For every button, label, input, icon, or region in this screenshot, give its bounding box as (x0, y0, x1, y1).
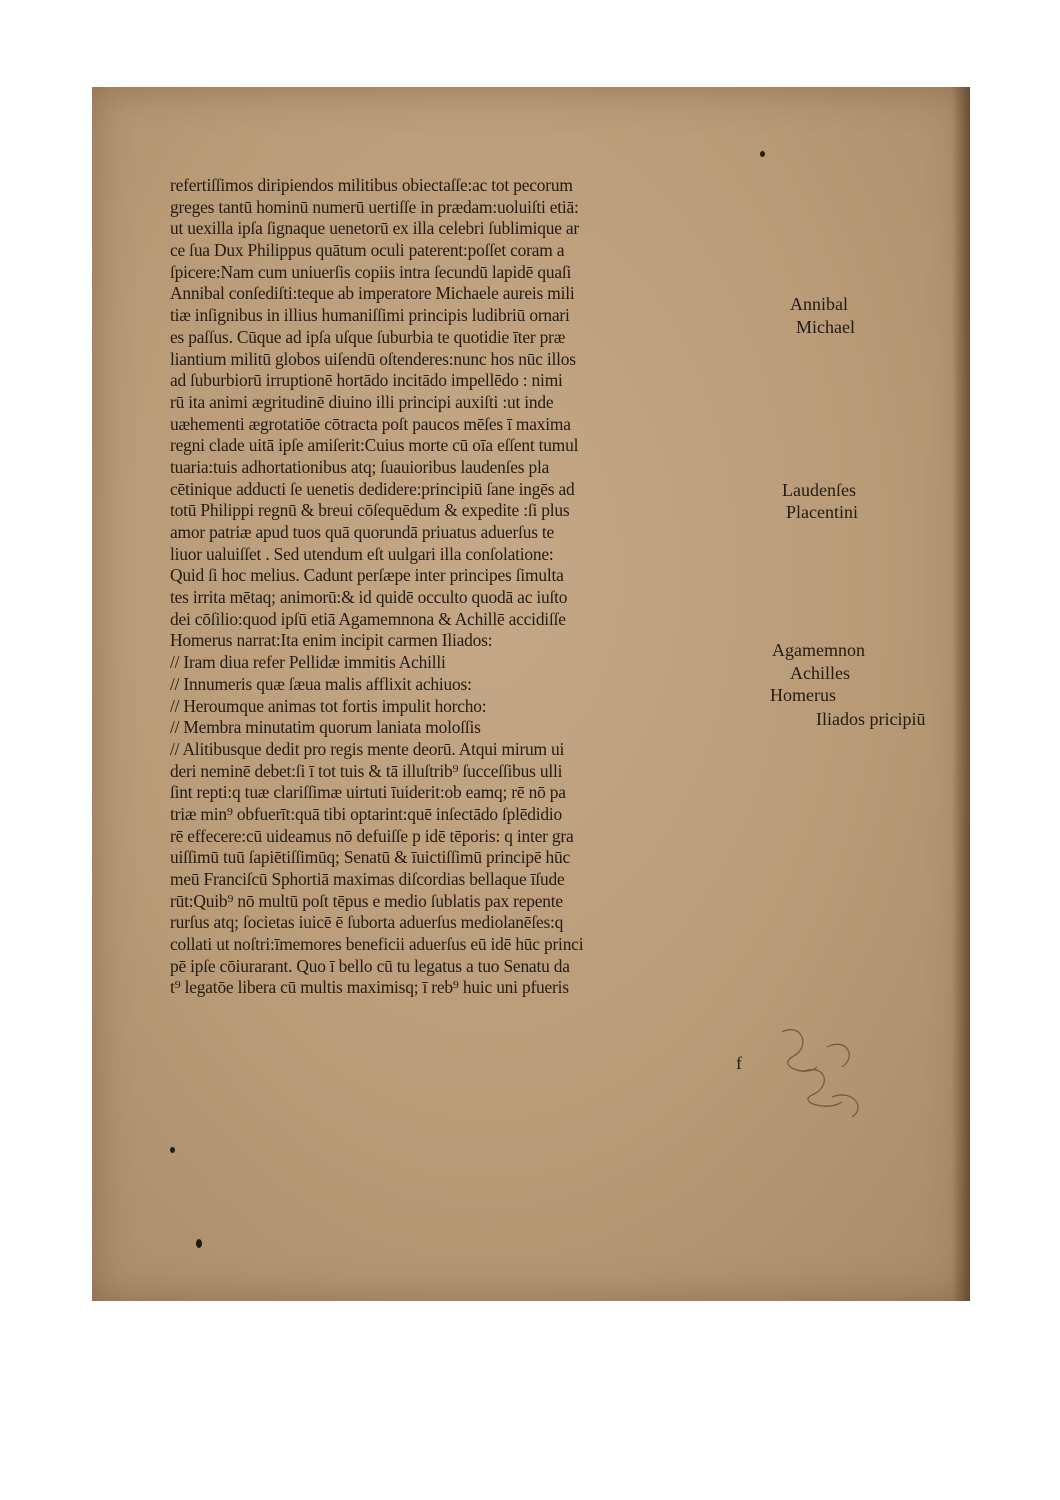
margin-note-agamemnon: Agamemnon (772, 640, 865, 660)
text-line: collati ut noſtri:īmemores beneficii aduerſus eū idē hūc princi (170, 934, 584, 955)
page-edge-shadow (952, 87, 970, 1301)
text-line: ſpicere:Nam cum uniuerſis copiis intra ſecundū lapidē quaſi (170, 261, 572, 282)
page-scan (92, 87, 970, 1301)
text-line: es paſſus. Cūque ad ipſa uſque ſuburbia te quotidie īter præ (170, 326, 566, 347)
text-line: rū ita animi ægritudinē diuino illi principi auxiſti :ut inde (170, 391, 554, 412)
text-line: ſint repti:q tuæ clariſſimæ uirtuti īuiderit:ob eamq; rē nō pa (170, 782, 566, 803)
body-text (170, 175, 810, 999)
text-line: amor patriæ apud tuos quā quorundā priuatus aduerſus te (170, 522, 555, 542)
text-line: ad ſuburbiorū irruptionē hortādo incitādo impellēdo : nimi (170, 370, 563, 391)
margin-note-placentini: Placentini (786, 502, 858, 522)
text-line: ut uexilla ipſa ſignaque uenetorū ex illa celebri ſublimique ar (170, 218, 579, 239)
text-line: uæhementi ægrotatiōe cōtracta poſt paucos mēſes ī maxima (170, 413, 571, 434)
text-line: totū Philippi regnū & breui cōſequēdum & expedite :ſi plus (170, 500, 570, 521)
text-line: regni clade uitā ipſe amiſerit:Cuius morte cū oīa eſſent tumul (170, 435, 579, 456)
ink-dot (760, 151, 765, 157)
text-line: t⁹ legatōe libera cū multis maximisq; ī reb⁹ huic uni pfueris (170, 977, 569, 998)
text-line: dei cōſilio:quod ipſū etiā Agamemnona & Achillē accidiſſe (170, 608, 566, 629)
ink-dot (170, 1147, 175, 1153)
text-line: liantium militū globos uiſendū oſtenderes:nunc hos nūc illos (170, 348, 576, 369)
verse-line: // Heroumque animas tot fortis impulit horcho: (170, 695, 487, 716)
text-line: tuaria:tuis adhortationibus atq; ſuauioribus laudenſes pla (170, 456, 550, 477)
text-line: refertiſſimos diripiendos militibus obiectaſſe:ac tot pecorum (170, 175, 573, 195)
margin-note-laudenses: Laudenſes (782, 480, 856, 500)
text-line: cētinique adducti ſe uenetis dedidere:principiū ſane ingēs ad (170, 478, 575, 499)
text-line: pē ipſe cōiurarant. Quo ī bello cū tu legatus a tuo Senatu da (170, 955, 570, 976)
signature-mark: f (736, 1053, 742, 1073)
text-line: uiſſimū tuū ſapiētiſſimūq; Senatū & īuictiſſimū principē hūc (170, 847, 571, 868)
verse-line: // Iram diua refer Pellidæ immitis Achilli (170, 652, 446, 673)
margin-note-iliados: Iliados pricipiū (816, 709, 926, 729)
verse-line: // Membra minutatim quorum laniata moloſſis (170, 717, 481, 738)
text-line: deri neminē debet:ſi ī tot tuis & tā illuſtrib⁹ ſucceſſibus ulli (170, 760, 563, 781)
text-line: tes irrita mētaq; animorū:& id quidē occulto quodā ac iuſto (170, 587, 568, 608)
text-line: rūt:Quib⁹ nō multū poſt tēpus e medio ſublatis pax repente (170, 890, 563, 911)
text-line: Annibal conſediſti:teque ab imperatore Michaele aureis mili (170, 283, 575, 304)
text-line: greges tantū hominū numerū uertiſſe in prædam:uoluiſti etiā: (170, 196, 579, 217)
text-line: Quid ſi hoc melius. Cadunt perſæpe inter principes ſimulta (170, 565, 564, 586)
text-line: Homerus narrat:Ita enim incipit carmen Iliados: (170, 630, 493, 651)
ink-flourish (772, 1017, 882, 1127)
text-line: ce ſua Dux Philippus quātum oculi paterent:poſſet coram a (170, 240, 565, 261)
margin-note-annibal: Annibal (790, 294, 848, 314)
verse-line: // Alitibusque dedit pro regis mente deorū. Atqui mirum ui (170, 738, 565, 759)
text-line: meū Franciſcū Sphortiā maximas diſcordias bellaque īſude (170, 869, 565, 889)
ink-dot (196, 1239, 202, 1248)
margin-note-homerus: Homerus (770, 685, 836, 705)
verse-line: // Innumeris quæ ſæua malis afflixit achiuos: (170, 673, 472, 694)
text-line: tiæ inſignibus in illius humaniſſimi principis ludibriū ornari (170, 305, 570, 326)
text-line: rurſus atq; ſocietas iuicē ē ſuborta aduerſus mediolanēſes:q (170, 912, 564, 933)
margin-note-michael: Michael (796, 317, 855, 337)
text-line: liuor ualuiſſet . Sed utendum eſt uulgari illa conſolatione: (170, 543, 554, 564)
text-line: rē effecere:cū uideamus nō defuiſſe p idē tēporis: q inter gra (170, 825, 574, 846)
margin-note-achilles: Achilles (790, 663, 850, 683)
text-line: triæ min⁹ obfuerīt:quā tibi optarint:quē inſectādo ſplēdidio (170, 803, 563, 824)
